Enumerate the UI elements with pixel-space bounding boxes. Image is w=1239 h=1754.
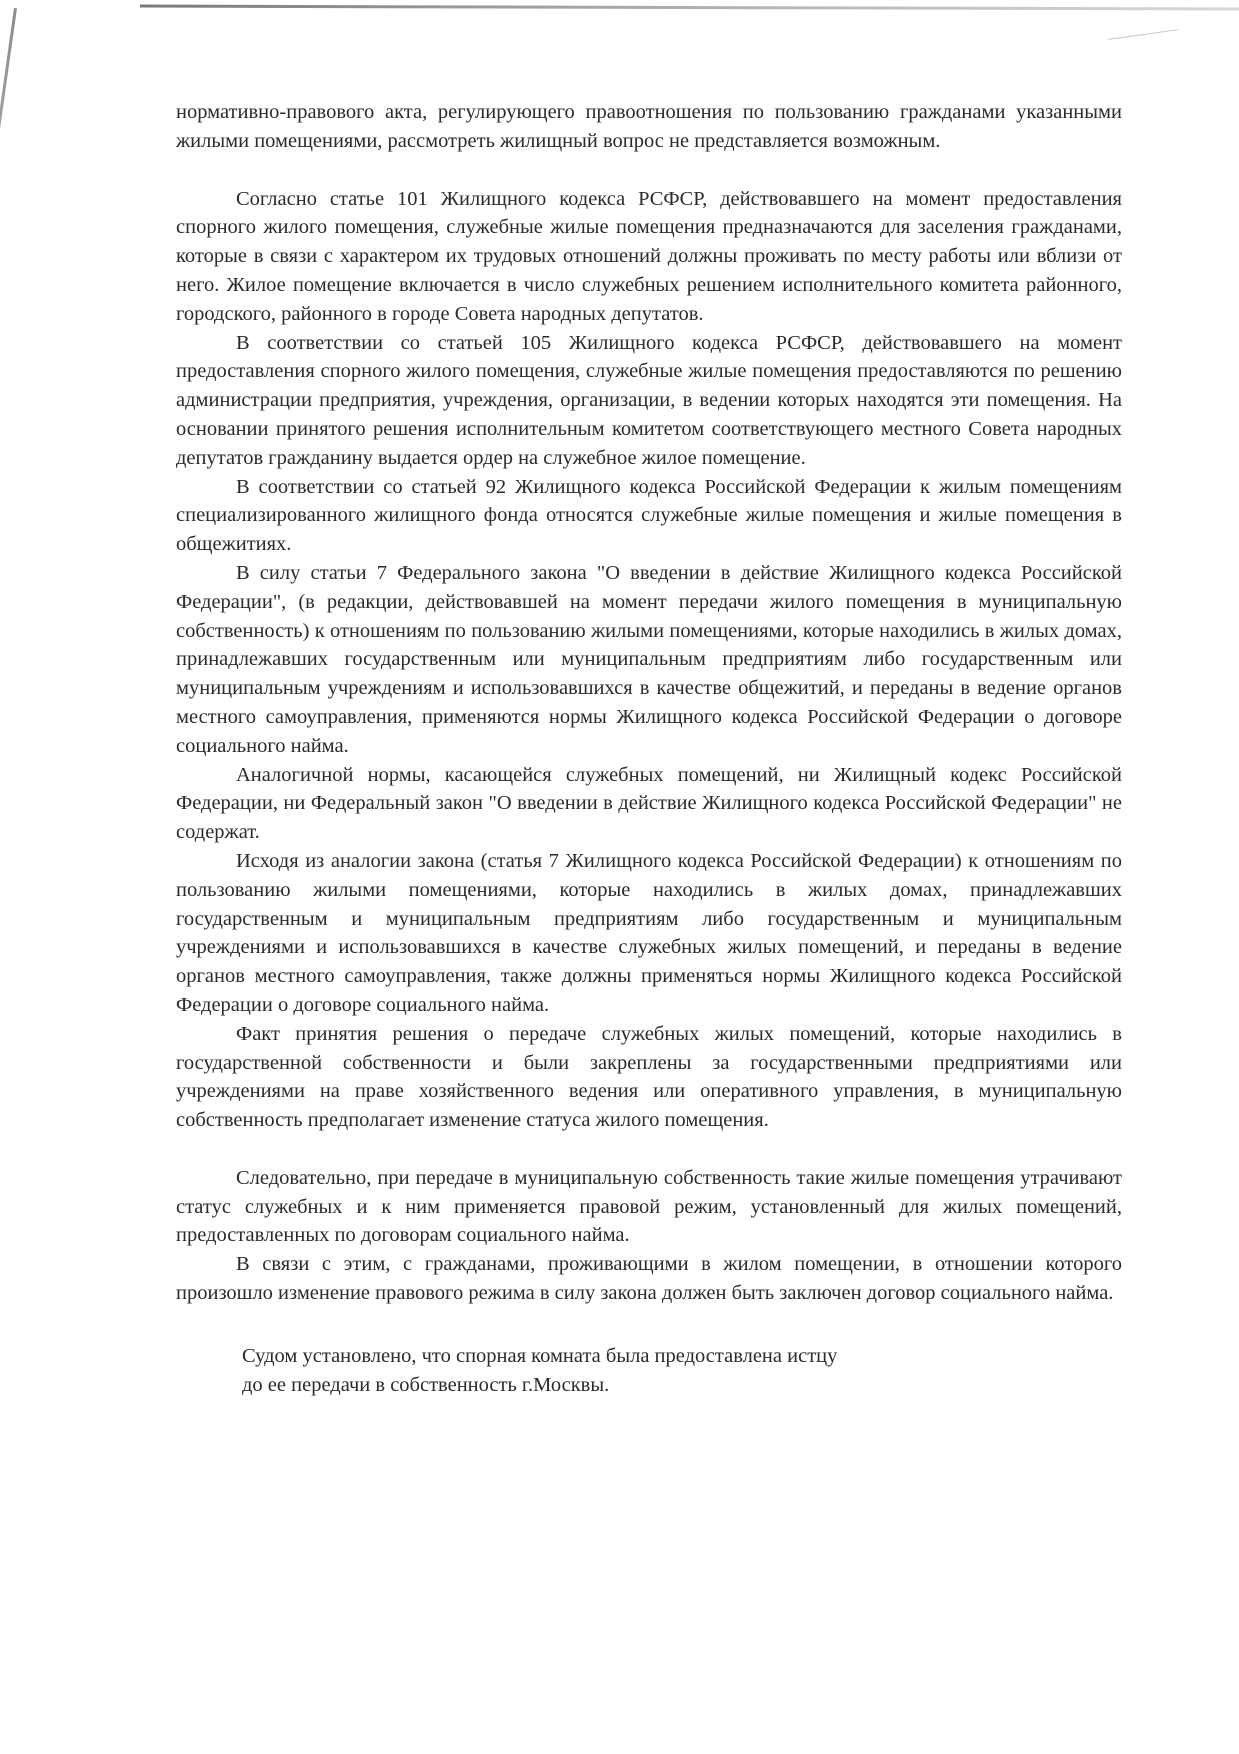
paragraph-8: Факт принятия решения о передаче служебных жилых помещений, которые находились в государственной собственности и были закреплены за государственными предприятиями или учреждениями на праве хозяйственного ведения или оперативного управления, в муниципальную собственность предполагает изменение статуса жилого помещения. <box>176 1022 1122 1132</box>
paragraph-9: Следовательно, при передаче в муниципальную собственность такие жилые помещения утрачивают статус служебных и к ним применяется правовой режим, установленный для жилых помещений, предоставленных по договорам социального найма. <box>176 1166 1122 1247</box>
paragraph-3: В соответствии со статьей 105 Жилищного кодекса РСФСР, действовавшего на момент предоставления спорного жилого помещения, служебные жилые помещения предоставляются по решению администрации предприятия, учреждения, организации, в ведении которых находятся эти помещения. На основании принятого решения исполнительным комитетом соответствующего местного Совета народных депутатов гражданину выдается ордер на служебное жилое помещение. <box>176 331 1122 469</box>
paragraph-2: Согласно статье 101 Жилищного кодекса РСФСР, действовавшего на момент предоставления спорного жилого помещения, служебные жилые помещения предназначаются для заселения гражданами, которые в связи с характером их трудовых отношений должны проживать по месту работы или вблизи от него. Жилое помещение включается в число служебных решением исполнительного комитета районного, городского, районного в городе Совета народных депутатов. <box>176 187 1122 325</box>
paragraph-4: В соответствии со статьей 92 Жилищного кодекса Российской Федерации к жилым помещениям специализированного жилищного фонда относятся служебные жилые помещения и жилые помещения в общежитиях. <box>176 475 1122 556</box>
paragraph-5: В силу статьи 7 Федерального закона "О введении в действие Жилищного кодекса Российской Федерации", (в редакции, действовавшей на момент передачи жилого помещения в муниципальную собственность) к отношениям по пользованию жилыми помещениями, которые находились в жилых домах, принадлежавших государственным или муниципальным предприятиям либо государственным или муниципальным учреждениям и использовавшихся в качестве общежитий, и переданы в ведение органов местного самоуправления, применяются нормы Жилищного кодекса Российской Федерации о договоре социального найма. <box>176 561 1122 757</box>
paragraph-6: Аналогичной нормы, касающейся служебных помещений, ни Жилищный кодекс Российской Федерации, ни Федеральный закон "О введении в действие Жилищного кодекса Российской Федерации" не содержат. <box>176 763 1122 844</box>
closing-line-2: до ее передачи в собственность г.Москвы. <box>242 1373 610 1396</box>
paragraph-1: нормативно-правового акта, регулирующего правоотношения по пользованию гражданами указанными жилыми помещениями, рассмотреть жилищный вопрос не представляется возможным. <box>176 101 1122 152</box>
paragraph-10: В связи с этим, с гражданами, проживающими в жилом помещении, в отношении которого произошло изменение правового режима в силу закона должен быть заключен договор социального найма. <box>176 1253 1122 1305</box>
closing-line-1: Судом установлено, что спорная комната была предоставлена истцу <box>242 1344 838 1367</box>
paragraph-7: Исходя из аналогии закона (статья 7 Жилищного кодекса Российской Федерации) к отношениям по пользованию жилыми помещениями, которые находились в жилых домах, принадлежавших государственным и муниципальным предприятиям либо государственным и муниципальным учреждениями и использовавшихся в качестве служебных жилых помещений, и переданы в ведение органов местного самоуправления, также должны применяться нормы Жилищного кодекса Российской Федерации о договоре социального найма. <box>176 849 1122 1016</box>
scan-edge-top <box>140 5 1239 11</box>
scan-mark <box>1108 29 1179 52</box>
scan-edge-left <box>0 8 17 880</box>
document-body <box>176 98 1122 1399</box>
